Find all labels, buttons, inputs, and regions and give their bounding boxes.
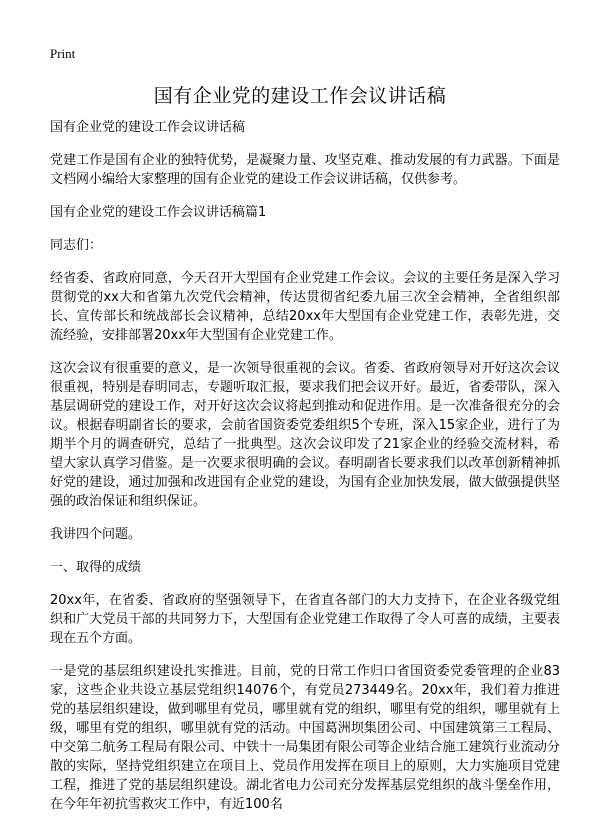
document-title: 国有企业党的建设工作会议讲话稿 [153, 85, 447, 107]
document-body [50, 118, 560, 828]
salutation: 同志们： [50, 238, 103, 253]
section-heading: 国有企业党的建设工作会议讲话稿篇1 [50, 205, 267, 220]
print-link[interactable]: Print [50, 46, 76, 61]
subtitle-paragraph: 国有企业党的建设工作会议讲话稿 [50, 120, 246, 135]
body-paragraph: 我讲四个问题。 [50, 527, 142, 542]
body-paragraph: 一是党的基层组织建设扎实推进。目前，党的日常工作归口省国资委党委管理的企业83家，这些企业共设立基层党组织14076个，有党员273449名。20xx年，我们着力推进党的基层组织建设，做到哪里有党员，哪里就有党的组织，哪里有党的组织，哪里就有上级，哪里有党的组织，哪里就有党的活动。中国葛洲坝集团公司、中国建筑第三工程局、中交第二航务工程局有限公司、中铁十一局集团有限公司等企业结合施工建筑行业流动分散的实际，坚持党组织建立在项目上、党员作用发挥在项目上的原则，大力实施项目党建工程，推进了党的基层组织建设。湖北省电力公司充分发挥基层党组织的战斗堡垒作用，在今年年初抗雪救灾工作中，有近100名 [50, 664, 560, 812]
sub-heading: 一、取得的成绩 [50, 560, 142, 575]
intro-paragraph: 党建工作是国有企业的独特优势，是凝聚力量、攻坚克难、推动发展的有力武器。下面是文档网小编给大家整理的国有企业党的建设工作会议讲话稿，仅供参考。 [50, 153, 560, 187]
body-paragraph: 20xx年，在省委、省政府的坚强领导下，在省直各部门的大力支持下，在企业各级党组织和广大党员干部的共同努力下，大型国有企业党建工作取得了令人可喜的成绩，主要表现在五个方面。 [50, 593, 560, 646]
body-paragraph: 这次会议有很重要的意义，是一次领导很重视的会议。省委、省政府领导对开好这次会议很重视，特别是春明同志，专题听取汇报，要求我们把会议开好。最近，省委带队，深入基层调研党的建设工作，对开好这次会议将起到推动和促进作用。是一次准备很充分的会议。根据春明副省长的要求，会前省国资委党委组织5个专班，深入15家企业，进行了为期半个月的调查研究，总结了一批典型。这次会议印发了21家企业的经验交流材料，希望大家认真学习借鉴。是一次要求很明确的会议。春明副省长要求我们以改革创新精神抓好党的建设，通过加强和改进国有企业党的建设，为国有企业加快发展，做大做强提供坚强的政治保证和组织保证。 [50, 361, 560, 509]
body-paragraph: 经省委、省政府同意，今天召开大型国有企业党建工作会议。会议的主要任务是深入学习贯彻党的xx大和省第九次党代会精神，传达贯彻省纪委九届三次全会精神，全省组织部长、宣传部长和统战部长会议精神，总结20xx年大型国有企业党建工作，表彰先进，交流经验，安排部署20xx年大型国有企业党建工作。 [50, 271, 560, 343]
